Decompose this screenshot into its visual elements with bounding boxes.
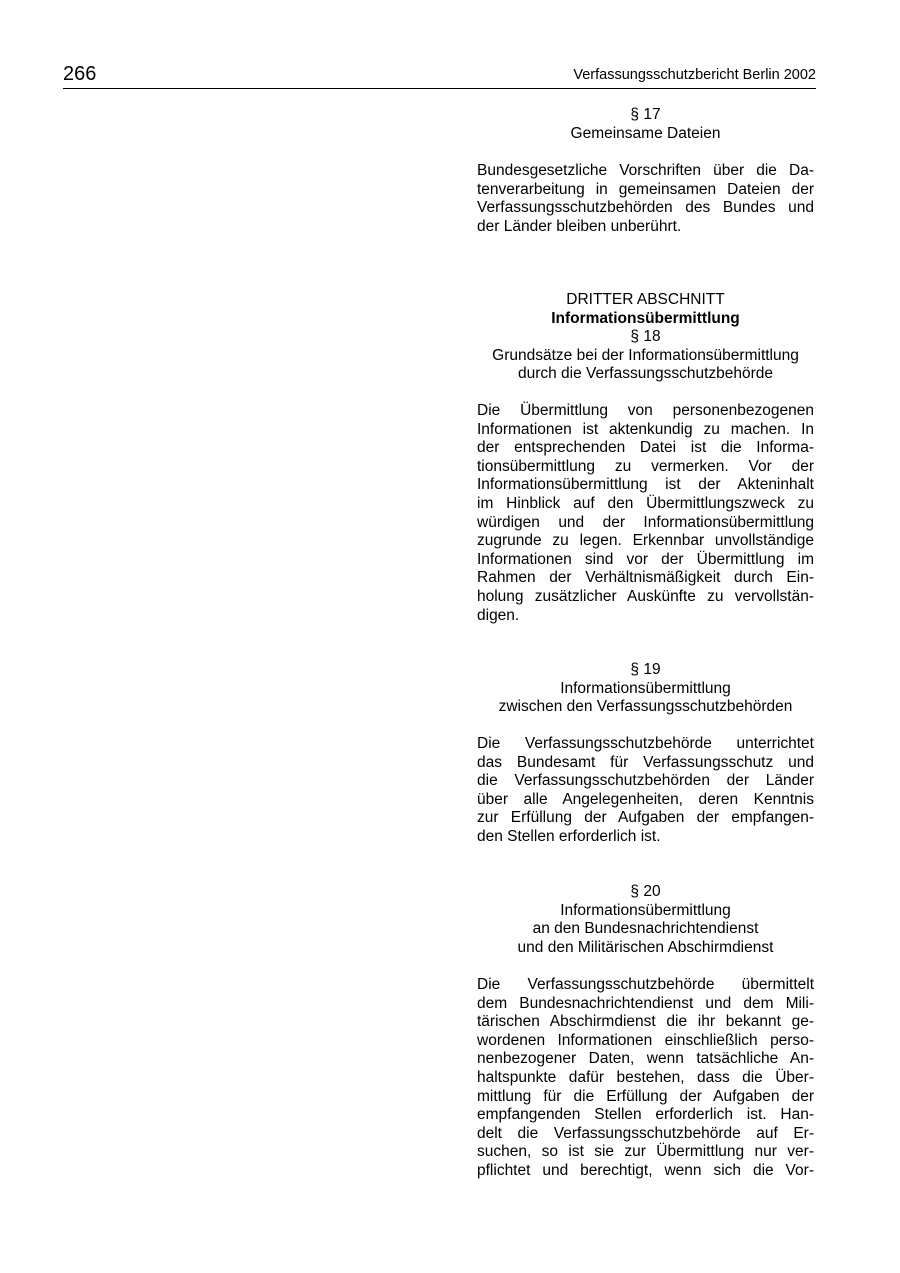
paragraph-line: Verfassungsschutzbehörden des Bundes und [477,199,814,217]
paragraph-line: Die Übermittlung von personenbezogenen [477,402,814,419]
paragraph-line: suchen, so ist sie zur Übermittlung nur ver- [477,1143,814,1161]
paragraph-line: der entsprechenden Datei ist die Informa- [477,439,814,457]
paragraph-line: zugrunde zu legen. Erkennbar unvollständige [477,532,814,550]
paragraph-line: haltspunkte dafür bestehen, dass die Über- [477,1068,814,1086]
section-17-title: Gemeinsame Dateien [570,124,721,142]
section-18-paragraph [477,402,814,625]
paragraph-line: holung zusätzlicher Auskünfte zu vervollstän- [477,587,814,605]
section-18-heading [477,291,814,384]
paragraph-line: die Verfassungsschutzbehörden der Länder [477,772,814,790]
section-20-paragraph [477,976,814,1181]
paragraph-line: empfangenden Stellen erforderlich ist. Han- [477,1106,814,1124]
section-17-heading [477,106,814,143]
section-19-heading [477,661,814,717]
chapter-label: DRITTER ABSCHNITT [566,291,725,308]
section-19-paragraph [477,735,814,847]
section-18-title-line: Grundsätze bei der Informationsübermittlung [492,346,799,364]
section-20-title-line: Informationsübermittlung [560,901,731,919]
section-19-title-line: Informationsübermittlung [560,679,731,697]
paragraph-line: Bundesgesetzliche Vorschriften über die Da- [477,162,814,179]
paragraph-line: den Stellen erforderlich ist. [477,827,661,845]
section-17-paragraph [477,162,814,236]
section-20-heading [477,883,814,957]
paragraph-line: mittlung für die Erfüllung der Aufgaben der [477,1087,814,1105]
paragraph-line: würdigen und der Informationsübermittlung [477,513,814,531]
paragraph-line: tärischen Abschirmdienst die ihr bekannt ge- [477,1013,814,1031]
paragraph-line: Informationen sind vor der Übermittlung im [477,550,814,568]
section-20-number: § 20 [630,883,661,900]
paragraph-line: delt die Verfassungsschutzbehörde auf Er- [477,1124,814,1142]
paragraph-line: über alle Angelegenheiten, deren Kenntnis [477,790,814,808]
running-title: Verfassungsschutzbericht Berlin 2002 [573,67,816,83]
section-19-number: § 19 [630,661,661,678]
section-18-title-line: durch die Verfassungsschutzbehörde [517,365,774,383]
paragraph-line: das Bundesamt für Verfassungsschutz und [477,753,814,771]
paragraph-line: tenverarbeitung in gemeinsamen Dateien der [477,180,814,198]
section-18-number: § 18 [630,328,661,346]
page-number: 266 [63,63,97,85]
paragraph-line: Die Verfassungsschutzbehörde übermittelt [477,976,814,993]
paragraph-line: Informationen ist aktenkundig zu machen. In [477,420,814,438]
chapter-title: Informationsübermittlung [551,309,740,327]
paragraph-line: Die Verfassungsschutzbehörde unterrichtet [477,735,814,752]
paragraph-line: digen. [477,606,520,624]
section-20-title-line: an den Bundesnachrichtendienst [532,920,759,938]
section-19-title-line: zwischen den Verfassungsschutzbehörden [498,698,793,716]
paragraph-line: dem Bundesnachrichtendienst und dem Mili- [477,994,814,1012]
paragraph-line: tionsübermittlung zu vermerken. Vor der [477,457,814,475]
paragraph-line: nenbezogener Daten, wenn tatsächliche An- [477,1050,814,1068]
paragraph-line: Informationsübermittlung ist der Akteninhalt [477,476,814,494]
paragraph-line: wordenen Informationen einschließlich perso- [477,1031,814,1049]
paragraph-line: pflichtet und berechtigt, wenn sich die Vor- [477,1161,814,1179]
paragraph-line: im Hinblick auf den Übermittlungszweck zu [477,494,814,512]
section-17-number: § 17 [630,106,661,123]
paragraph-line: Rahmen der Verhältnismäßigkeit durch Ein- [477,569,814,587]
page-header [63,62,816,89]
paragraph-line: der Länder bleiben unberührt. [477,217,682,235]
section-20-title-line: und den Militärischen Abschirmdienst [517,938,774,956]
paragraph-line: zur Erfüllung der Aufgaben der empfangen- [477,809,814,827]
